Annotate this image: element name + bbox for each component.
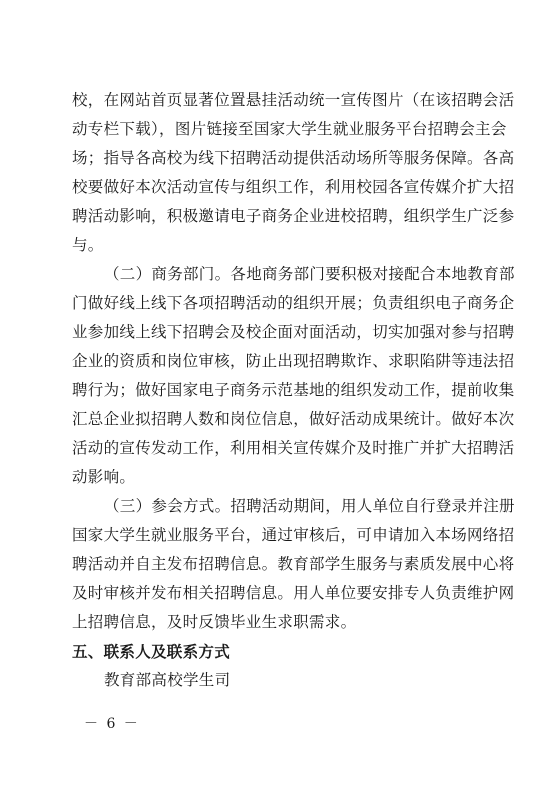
text-line: 动专栏下载），图片链接至国家大学生就业服务平台招聘会主会 (72, 120, 507, 138)
text-line: 聘活动并自主发布招聘信息。教育部学生服务与素质发展中心将 (72, 555, 515, 573)
text-line: 企业的资质和岗位审核，防止出现招聘欺诈、求职陷阱等违法招 (72, 352, 515, 370)
text-line: 校，在网站首页显著位置悬挂活动统一宣传图片（在该招聘会活 (72, 91, 515, 109)
paragraph-intro (72, 86, 515, 260)
contact-line: 教育部高校学生司 (104, 671, 231, 689)
text-line: （二）商务部门。各地商务部门要积极对接配合本地教育部 (104, 265, 515, 283)
text-line: 聘活动影响，积极邀请电子商务企业进校招聘，组织学生广泛参 (72, 207, 515, 225)
text-line: 及时审核并发布相关招聘信息。用人单位要安排专人负责维护网 (72, 584, 515, 602)
text-line: 上招聘信息，及时反馈毕业生求职需求。 (72, 613, 357, 631)
text-line: 活动的宣传发动工作，利用相关宣传媒介及时推广并扩大招聘活 (72, 439, 515, 457)
document-body (72, 86, 515, 695)
paragraph-participation-method (72, 492, 515, 637)
text-line: 汇总企业拟招聘人数和岗位信息，做好活动成果统计。做好本次 (72, 410, 515, 428)
text-line: （三）参会方式。招聘活动期间，用人单位自行登录并注册 (104, 497, 515, 515)
text-line: 国家大学生就业服务平台，通过审核后，可申请加入本场网络招 (72, 526, 515, 544)
page-number: － 6 － (84, 716, 140, 732)
text-line: 聘行为；做好国家电子商务示范基地的组织发动工作，提前收集 (72, 381, 515, 399)
text-line: 场；指导各高校为线下招聘活动提供活动场所等服务保障。各高 (72, 149, 515, 167)
section-heading: 五、联系人及联系方式 (72, 642, 231, 661)
text-line: 动影响。 (72, 468, 136, 486)
text-line: 门做好线上线下各项招聘活动的组织开展；负责组织电子商务企 (72, 294, 515, 312)
paragraph-commerce-department (72, 260, 515, 492)
text-line: 校要做好本次活动宣传与组织工作，利用校园各宣传媒介扩大招 (72, 178, 515, 196)
text-line: 业参加线上线下招聘会及校企面对面活动，切实加强对参与招聘 (72, 323, 515, 341)
text-line: 与。 (72, 236, 104, 254)
